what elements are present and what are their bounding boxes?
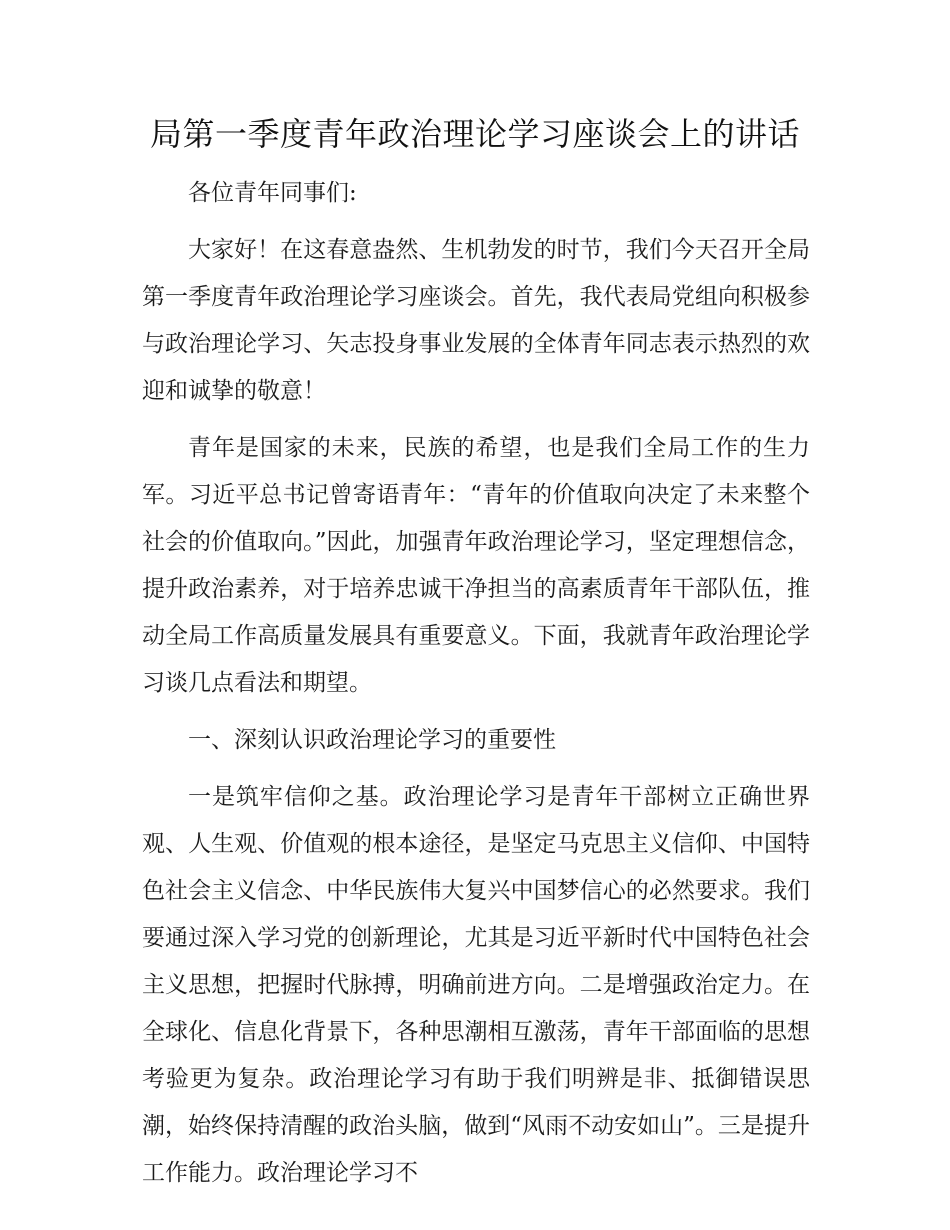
paragraph-youth-importance: 青年是国家的未来，民族的希望，也是我们全局工作的生力军。习近平总书记曾寄语青年：“青年的价值取向决定了未来整个社会的价值取向。”因此，加强青年政治理论学习，坚定理想信念，提升政治素养，对于培养忠诚干净担当的高素质青年干部队伍，推动全局工作高质量发展具有重要意义。下面，我就青年政治理论学习谈几点看法和期望。 bbox=[142, 435, 810, 696]
document-title: 局第一季度青年政治理论学习座谈会上的讲话 bbox=[149, 115, 800, 153]
paragraph-section-1-body: 一是筑牢信仰之基。政治理论学习是青年干部树立正确世界观、人生观、价值观的根本途径，是坚定马克思主义信仰、中国特色社会主义信念、中华民族伟大复兴中国梦信心的必然要求。我们要通过深入学习党的创新理论，尤其是习近平新时代中国特色社会主义思想，把握时代脉搏，明确前进方向。二是增强政治定力。在全球化、信息化背景下，各种思潮相互激荡，青年干部面临的思想考验更为复杂。政治理论学习有助于我们明辨是非、抵御错误思潮，始终保持清醒的政治头脑，做到“风雨不动安如山”。三是提升工作能力。政治理论学习不 bbox=[142, 784, 810, 1186]
paragraph-greeting: 大家好！在这春意盎然、生机勃发的时节，我们今天召开全局第一季度青年政治理论学习座谈会。首先，我代表局党组向积极参与政治理论学习、矢志投身事业发展的全体青年同志表示热烈的欢迎和诚挚的敬意！ bbox=[142, 237, 810, 404]
section-heading-1: 一、深刻认识政治理论学习的重要性 bbox=[188, 727, 556, 753]
document-body bbox=[142, 170, 810, 1207]
salutation: 各位青年同事们: bbox=[188, 180, 357, 206]
